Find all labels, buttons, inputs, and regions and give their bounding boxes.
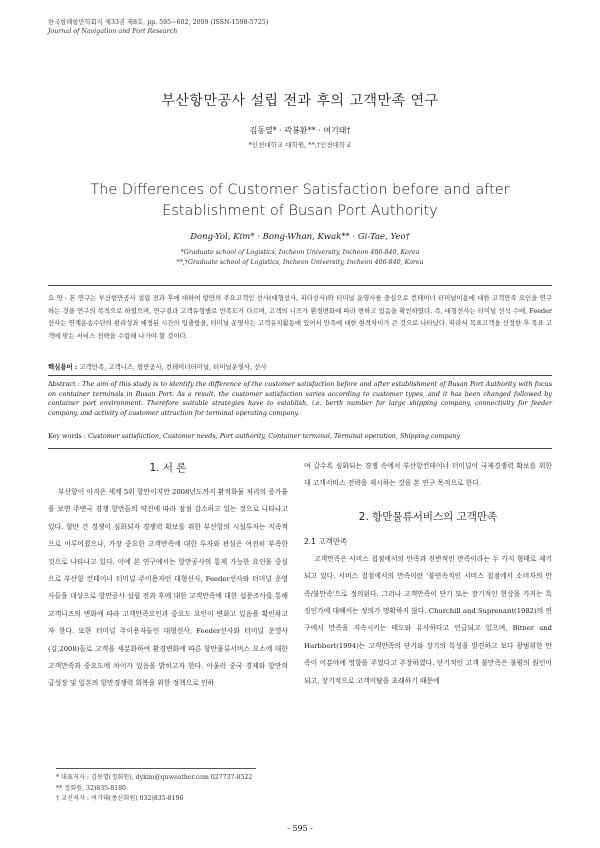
korean-abstract [48,292,552,342]
section-1-heading: 1. 서 론 [149,462,187,474]
english-abstract [48,380,552,418]
korean-keywords [48,362,552,371]
korean-affiliation: *인천대학교 대학원, **,†인천대학교 [248,141,352,149]
english-abstract-text: The aim of this study is to identify the difference of the customer satisfaction before and after establishment of Busan Port Authority with focus on container terminals in Busan Port. As a result, the customer satisfaction varies according to customer types, and it has been changed followed by container port environment. Therefore suitable strategies have to establish, i.e. berth number for large shipping company, connectivity for feeder company, and activity of customer attraction for terminal operating company. [48,380,552,417]
korean-keywords-text: 고객만족, 고객니즈, 항만공사, 컨테이너터미널, 터미널운영사, 선사 [79,363,267,371]
abstract-bottom-rule [48,448,552,449]
korean-abstract-text: 본 연구는 부산항만공사 설립 전과 후에 대하여 항만의 주요고객인 선사(대형선사, 피더선사)와 터미널 운영사를 중심으로 컨테이너 터미널이용에 대한 고객만족 요인을 연구하는 것을 연구의 목적으로 하였으며, 연구결과 고객유형별로 만족도가 다르며, 고객의 니즈가 환경변화에 따라 변하고 있음을 확인하였다. 즉, 대형선사는 터미널 선석 수에, Feeder선사는 연계운송수단의 편리성과 예정된 시간의 입출항을, 터미널 운영사는 고객유치활동에 있어서 만족에 대한 현격차이가 큰 것으로 나타났다. 따라서 목표고객을 선정한 후 목표 고객에 맞는 서비스 전략을 수립해 나가야 할 것이다. [48,294,552,340]
english-affiliation-line-1: *Graduate school of Logistics, Incheon University, Incheon 406-840, Korea [180,249,420,256]
journal-citation: 한국항해항만학회지 제33권 제8호, pp. 595~602, 2009 (ISSN-1598-5725) [48,19,269,26]
korean-abstract-label: 요 약 : [48,294,70,302]
footnote-1: * 대표저자 : 김동열(정회원), dykim@quweather.com 027737-8522 [56,774,253,781]
footnotes [56,773,252,805]
english-title: The Differences of Customer Satisfaction before and after Establishment of Busan Port Authority [90,182,510,219]
abstract-mid-rule [48,375,552,376]
section-2-1-paragraph: 고객만족은 서비스 접점에서의 만족과 전반적인 만족이라는 두 가지 형태로 제기되고 있다. 서비스 접점에서의 만족이란 '불연속적인 서비스 접점에서 소비자의 만족/불만족'으로 정의된다. 그러나 고객만족이 단기 또는 장기적인 현상을 가지는 특징인가에 대해서는 정의가 명확하지 않다. Churchill and Suprenant(1982)의 연구에서 만족을 지속시키는 태도와 유사하다고 언급되고 있으며, Bitner and Hurbbert(1994)는 고객만족의 단기와 장기의 특성을 발견하고 보다 광범위한 만족이 이분야에 영향을 주었다고 주장하였다. 단기적인 고객 불만족은 불평의 원인이 되고, 장기적으로 고객이탈을 초래하기 때문에 [304,554,552,685]
korean-authors: 김동열* · 곽봉환** · 여기태† [249,126,351,135]
english-keywords-label: Key words : [48,432,88,440]
journal-header [48,18,268,36]
abstract-top-rule [48,285,552,286]
journal-name: Journal of Navigation and Port Research [48,28,178,35]
footnote-3: † 교신저자 : 여기태(종신회원) 032)835-8196 [56,795,184,802]
footnote-rule [56,768,256,769]
english-keywords-text: Customer satisfaction, Customer needs, Port authority, Container terminal, Terminal operation, Shipping company [88,432,461,440]
left-column [48,458,288,693]
section-2-1-heading: 2.1 고객만족 [304,536,348,546]
english-abstract-label: Abstract : [48,380,83,388]
section-2-heading: 2. 항만물류서비스의 고객만족 [358,510,498,523]
section-1-paragraph: 부산항이 아직은 세계 5위 항만이지만 2008년도까지 환적화물 처리의 증가율을 보면 주변국 경쟁 항만들의 약진에 따라 점점 감소하고 있는 것으로 나타나고 있다. 향만 간 경쟁이 심화되자 경쟁력 확보를 위한 부산항의 시설투자는 지속적으로 이루어졌으나, 가장 중요한 고객만족에 대한 투자와 관심은 여전히 부족한 것으로 나타나고 있다. 이에 본 연구에서는 항만공사의 통제 가능한 요인을 중심으로 부산항 컨테이너 터미널 주이용자인 대형선사, Feeder선사와 터미널 운영사들을 대상으로 항만공사 설립 전과 후에 대한 고객만족에 대한 설문조사를 통해 고객니즈의 변화에 따라 고객만족요인과 중요도 요인이 변화고 있음을 확인하고자 한다. 또한 터미널 주이용자들인 대형선사, Feeder선사와 터미널 운영사(김,2008)들로 고객을 세분화하여 환경변화에 따른 항만물류서비스 요소에 대한 고객만족과 중요도에 차이가 있음을 밝히고자 한다. 아울러 중국 경제와 항만의 급성장 및 일본의 항만경쟁력 회복을 위한 정책으로 인하 [48,488,288,688]
right-column-intro: 여 갈수록 심화되는 경쟁 속에서 부산항컨테이너 터미널이 국제경쟁력 확보를 위한 대 고객서비스 전략을 제시하는 것을 본 연구 목적으로 한다. [304,462,552,488]
english-keywords [48,432,552,440]
english-affiliation-line-2: **,†Graduate school of Logistics, Incheon University, Incheon 406-840, Korea [176,258,424,266]
english-affiliation [0,248,600,267]
page-number: - 595 - [287,824,313,833]
footnote-2: ** 정회원, 32)835-8180 [56,784,126,792]
korean-keywords-label: 핵심용어 : [48,363,80,371]
korean-title: 부산항만공사 설립 전과 후의 고객만족 연구 [161,93,439,109]
english-authors: Dong-Yol, Kim* · Bong-Whan, Kwak** · Gi-Tae, Yeo† [190,232,410,242]
right-column [304,458,552,690]
